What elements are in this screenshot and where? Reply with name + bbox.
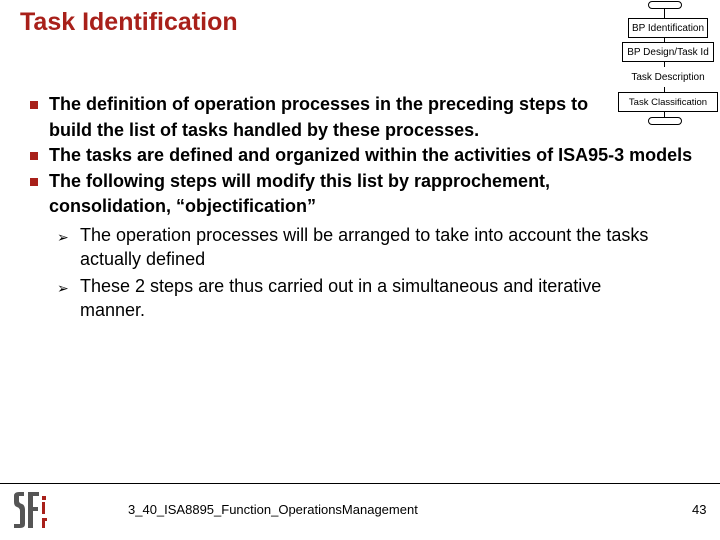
bullet-text: The following steps will modify this list by rapprochement, consolidation, “objectification”: [49, 170, 551, 216]
arrow-bullet-icon: ➢: [57, 279, 69, 296]
bullet-item: [30, 143, 702, 169]
bullet-text: The definition of operation processes in the preceding steps to build the list of tasks handled by these processes.: [49, 94, 589, 140]
flow-step-bp-identification: BP Identification: [628, 18, 708, 38]
sub-bullet-item: [30, 274, 670, 322]
footer-divider: [0, 483, 720, 484]
flow-step-task-description: Task Description: [626, 67, 710, 87]
sub-bullet-text: The operation processes will be arranged to take into account the tasks actually defined: [80, 224, 649, 269]
bullet-item: [30, 169, 630, 220]
arrow-bullet-icon: ➢: [57, 228, 69, 245]
flow-step-bp-design-task-id: BP Design/Task Id: [622, 42, 714, 62]
sub-bullet-item: [30, 223, 670, 271]
flow-connector: [664, 9, 665, 18]
bullet-list: [30, 92, 702, 322]
page-number: 43: [692, 502, 707, 517]
sf-logo-icon: [12, 490, 54, 530]
square-bullet-icon: [30, 101, 38, 109]
sub-bullet-text: These 2 steps are thus carried out in a simultaneous and iterative manner.: [80, 275, 602, 320]
flow-step-task-classification: Task Classification: [618, 92, 718, 112]
bullet-text: The tasks are defined and organized within the activities of ISA95-3 models: [49, 145, 693, 165]
square-bullet-icon: [30, 152, 38, 160]
flow-start-terminator: [648, 1, 682, 9]
slide-title: Task Identification: [20, 8, 238, 36]
footer-filename: 3_40_ISA8895_Function_OperationsManagement: [128, 502, 418, 517]
square-bullet-icon: [30, 178, 38, 186]
bullet-item: [30, 92, 620, 143]
